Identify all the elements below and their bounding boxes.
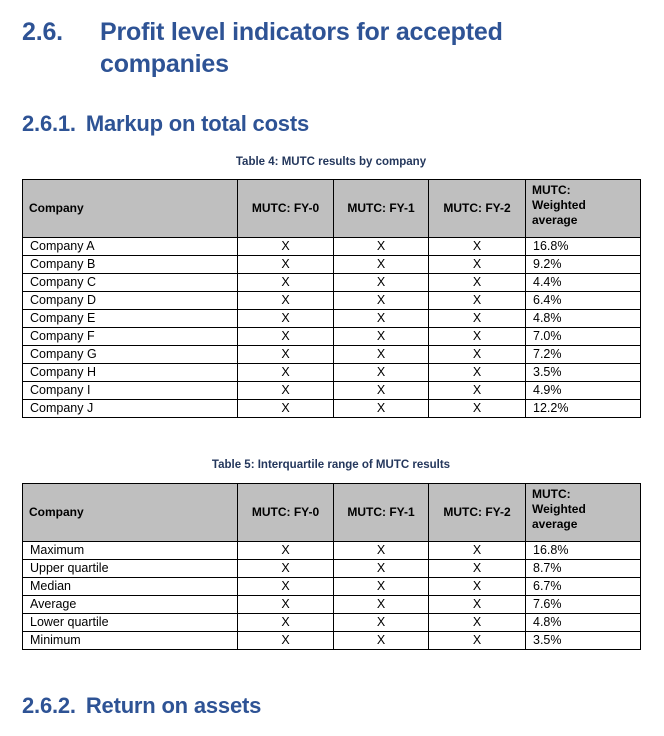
table-4-caption: Table 4: MUTC results by company [235, 156, 427, 168]
cell-fy1: X [334, 328, 429, 346]
cell-weighted-average: 3.5% [526, 364, 641, 382]
cell-fy0: X [238, 596, 334, 614]
table-row [23, 256, 641, 274]
cell-fy1: X [334, 274, 429, 292]
table-row [23, 238, 641, 256]
wavg-line-3: average [532, 213, 578, 227]
cell-fy2: X [429, 596, 526, 614]
cell-fy2: X [429, 364, 526, 382]
column-header-fy2: MUTC: FY-2 [429, 180, 526, 238]
column-header-weighted-average [526, 180, 641, 238]
cell-fy0: X [238, 256, 334, 274]
table-5-interquartile-range-of-mutc-results [22, 483, 641, 650]
wavg-line-1: MUTC: [532, 183, 571, 197]
column-header-company: Company [23, 180, 238, 238]
cell-fy2: X [429, 292, 526, 310]
wavg-line-1: MUTC: [532, 487, 571, 501]
table-row [23, 578, 641, 596]
cell-fy0: X [238, 560, 334, 578]
cell-fy2: X [429, 400, 526, 418]
table-row [23, 328, 641, 346]
subsection-title: Markup on total costs [85, 111, 310, 136]
cell-weighted-average: 4.9% [526, 382, 641, 400]
cell-fy2: X [429, 614, 526, 632]
cell-fy2: X [429, 238, 526, 256]
cell-fy0: X [238, 328, 334, 346]
cell-fy0: X [238, 364, 334, 382]
cell-company: Company G [23, 346, 238, 364]
cell-fy0: X [238, 292, 334, 310]
subsection-number: 2.6.2. [22, 693, 76, 718]
cell-weighted-average: 9.2% [526, 256, 641, 274]
cell-fy0: X [238, 382, 334, 400]
cell-fy2: X [429, 578, 526, 596]
cell-weighted-average: 7.2% [526, 346, 641, 364]
cell-weighted-average: 16.8% [526, 238, 641, 256]
cell-weighted-average: 12.2% [526, 400, 641, 418]
cell-fy2: X [429, 310, 526, 328]
cell-company: Upper quartile [23, 560, 238, 578]
table-row [23, 292, 641, 310]
cell-fy0: X [238, 274, 334, 292]
cell-company: Company D [23, 292, 238, 310]
cell-weighted-average: 3.5% [526, 632, 641, 650]
cell-company: Company J [23, 400, 238, 418]
table-row [23, 632, 641, 650]
cell-fy1: X [334, 614, 429, 632]
cell-weighted-average: 6.7% [526, 578, 641, 596]
cell-fy2: X [429, 256, 526, 274]
cell-company: Maximum [23, 542, 238, 560]
wavg-line-2: Weighted [532, 502, 586, 516]
wavg-line-3: average [532, 517, 578, 531]
subsection-heading-2-6-1 [22, 110, 622, 138]
cell-fy1: X [334, 632, 429, 650]
table-row [23, 346, 641, 364]
cell-fy2: X [429, 328, 526, 346]
cell-fy1: X [334, 542, 429, 560]
cell-fy1: X [334, 256, 429, 274]
cell-weighted-average: 16.8% [526, 542, 641, 560]
subsection-heading-2-6-2 [22, 692, 622, 720]
cell-fy1: X [334, 382, 429, 400]
cell-company: Company E [23, 310, 238, 328]
cell-fy1: X [334, 578, 429, 596]
cell-company: Lower quartile [23, 614, 238, 632]
subsection-title: Return on assets [85, 693, 262, 718]
table-row [23, 400, 641, 418]
cell-company: Average [23, 596, 238, 614]
table-5-caption: Table 5: Interquartile range of MUTC results [211, 459, 451, 471]
cell-fy0: X [238, 632, 334, 650]
cell-company: Company B [23, 256, 238, 274]
cell-company: Median [23, 578, 238, 596]
column-header-fy0: MUTC: FY-0 [238, 484, 334, 542]
cell-fy1: X [334, 400, 429, 418]
cell-fy0: X [238, 310, 334, 328]
cell-fy0: X [238, 238, 334, 256]
cell-company: Company A [23, 238, 238, 256]
table-row [23, 310, 641, 328]
column-header-fy1: MUTC: FY-1 [334, 180, 429, 238]
cell-company: Company F [23, 328, 238, 346]
table-row [23, 382, 641, 400]
cell-fy2: X [429, 346, 526, 364]
cell-fy1: X [334, 238, 429, 256]
cell-fy2: X [429, 632, 526, 650]
table-row [23, 364, 641, 382]
table-header-row [23, 484, 641, 542]
wavg-line-2: Weighted [532, 198, 586, 212]
cell-company: Company H [23, 364, 238, 382]
subsection-number: 2.6.1. [22, 111, 76, 136]
cell-weighted-average: 4.8% [526, 614, 641, 632]
cell-weighted-average: 7.0% [526, 328, 641, 346]
cell-fy1: X [334, 310, 429, 328]
cell-fy1: X [334, 596, 429, 614]
table-4-mutc-results-by-company [22, 179, 641, 418]
table-row [23, 542, 641, 560]
table-row [23, 560, 641, 578]
cell-weighted-average: 8.7% [526, 560, 641, 578]
section-heading-2-6 [22, 16, 622, 80]
cell-fy0: X [238, 614, 334, 632]
column-header-fy2: MUTC: FY-2 [429, 484, 526, 542]
cell-fy0: X [238, 346, 334, 364]
column-header-fy0: MUTC: FY-0 [238, 180, 334, 238]
cell-fy2: X [429, 382, 526, 400]
table-header-row [23, 180, 641, 238]
cell-weighted-average: 4.4% [526, 274, 641, 292]
table-row [23, 614, 641, 632]
cell-fy1: X [334, 346, 429, 364]
cell-company: Company I [23, 382, 238, 400]
table-row [23, 274, 641, 292]
cell-weighted-average: 4.8% [526, 310, 641, 328]
cell-fy1: X [334, 560, 429, 578]
cell-fy2: X [429, 274, 526, 292]
cell-fy1: X [334, 364, 429, 382]
cell-weighted-average: 7.6% [526, 596, 641, 614]
column-header-fy1: MUTC: FY-1 [334, 484, 429, 542]
column-header-company: Company [23, 484, 238, 542]
cell-fy2: X [429, 542, 526, 560]
cell-company: Company C [23, 274, 238, 292]
cell-fy0: X [238, 542, 334, 560]
cell-fy1: X [334, 292, 429, 310]
table-row [23, 596, 641, 614]
section-number: 2.6. [22, 18, 63, 46]
cell-company: Minimum [23, 632, 238, 650]
cell-fy0: X [238, 578, 334, 596]
column-header-weighted-average [526, 484, 641, 542]
cell-fy0: X [238, 400, 334, 418]
cell-weighted-average: 6.4% [526, 292, 641, 310]
cell-fy2: X [429, 560, 526, 578]
section-title: Profit level indicators for accepted companies [100, 18, 503, 78]
